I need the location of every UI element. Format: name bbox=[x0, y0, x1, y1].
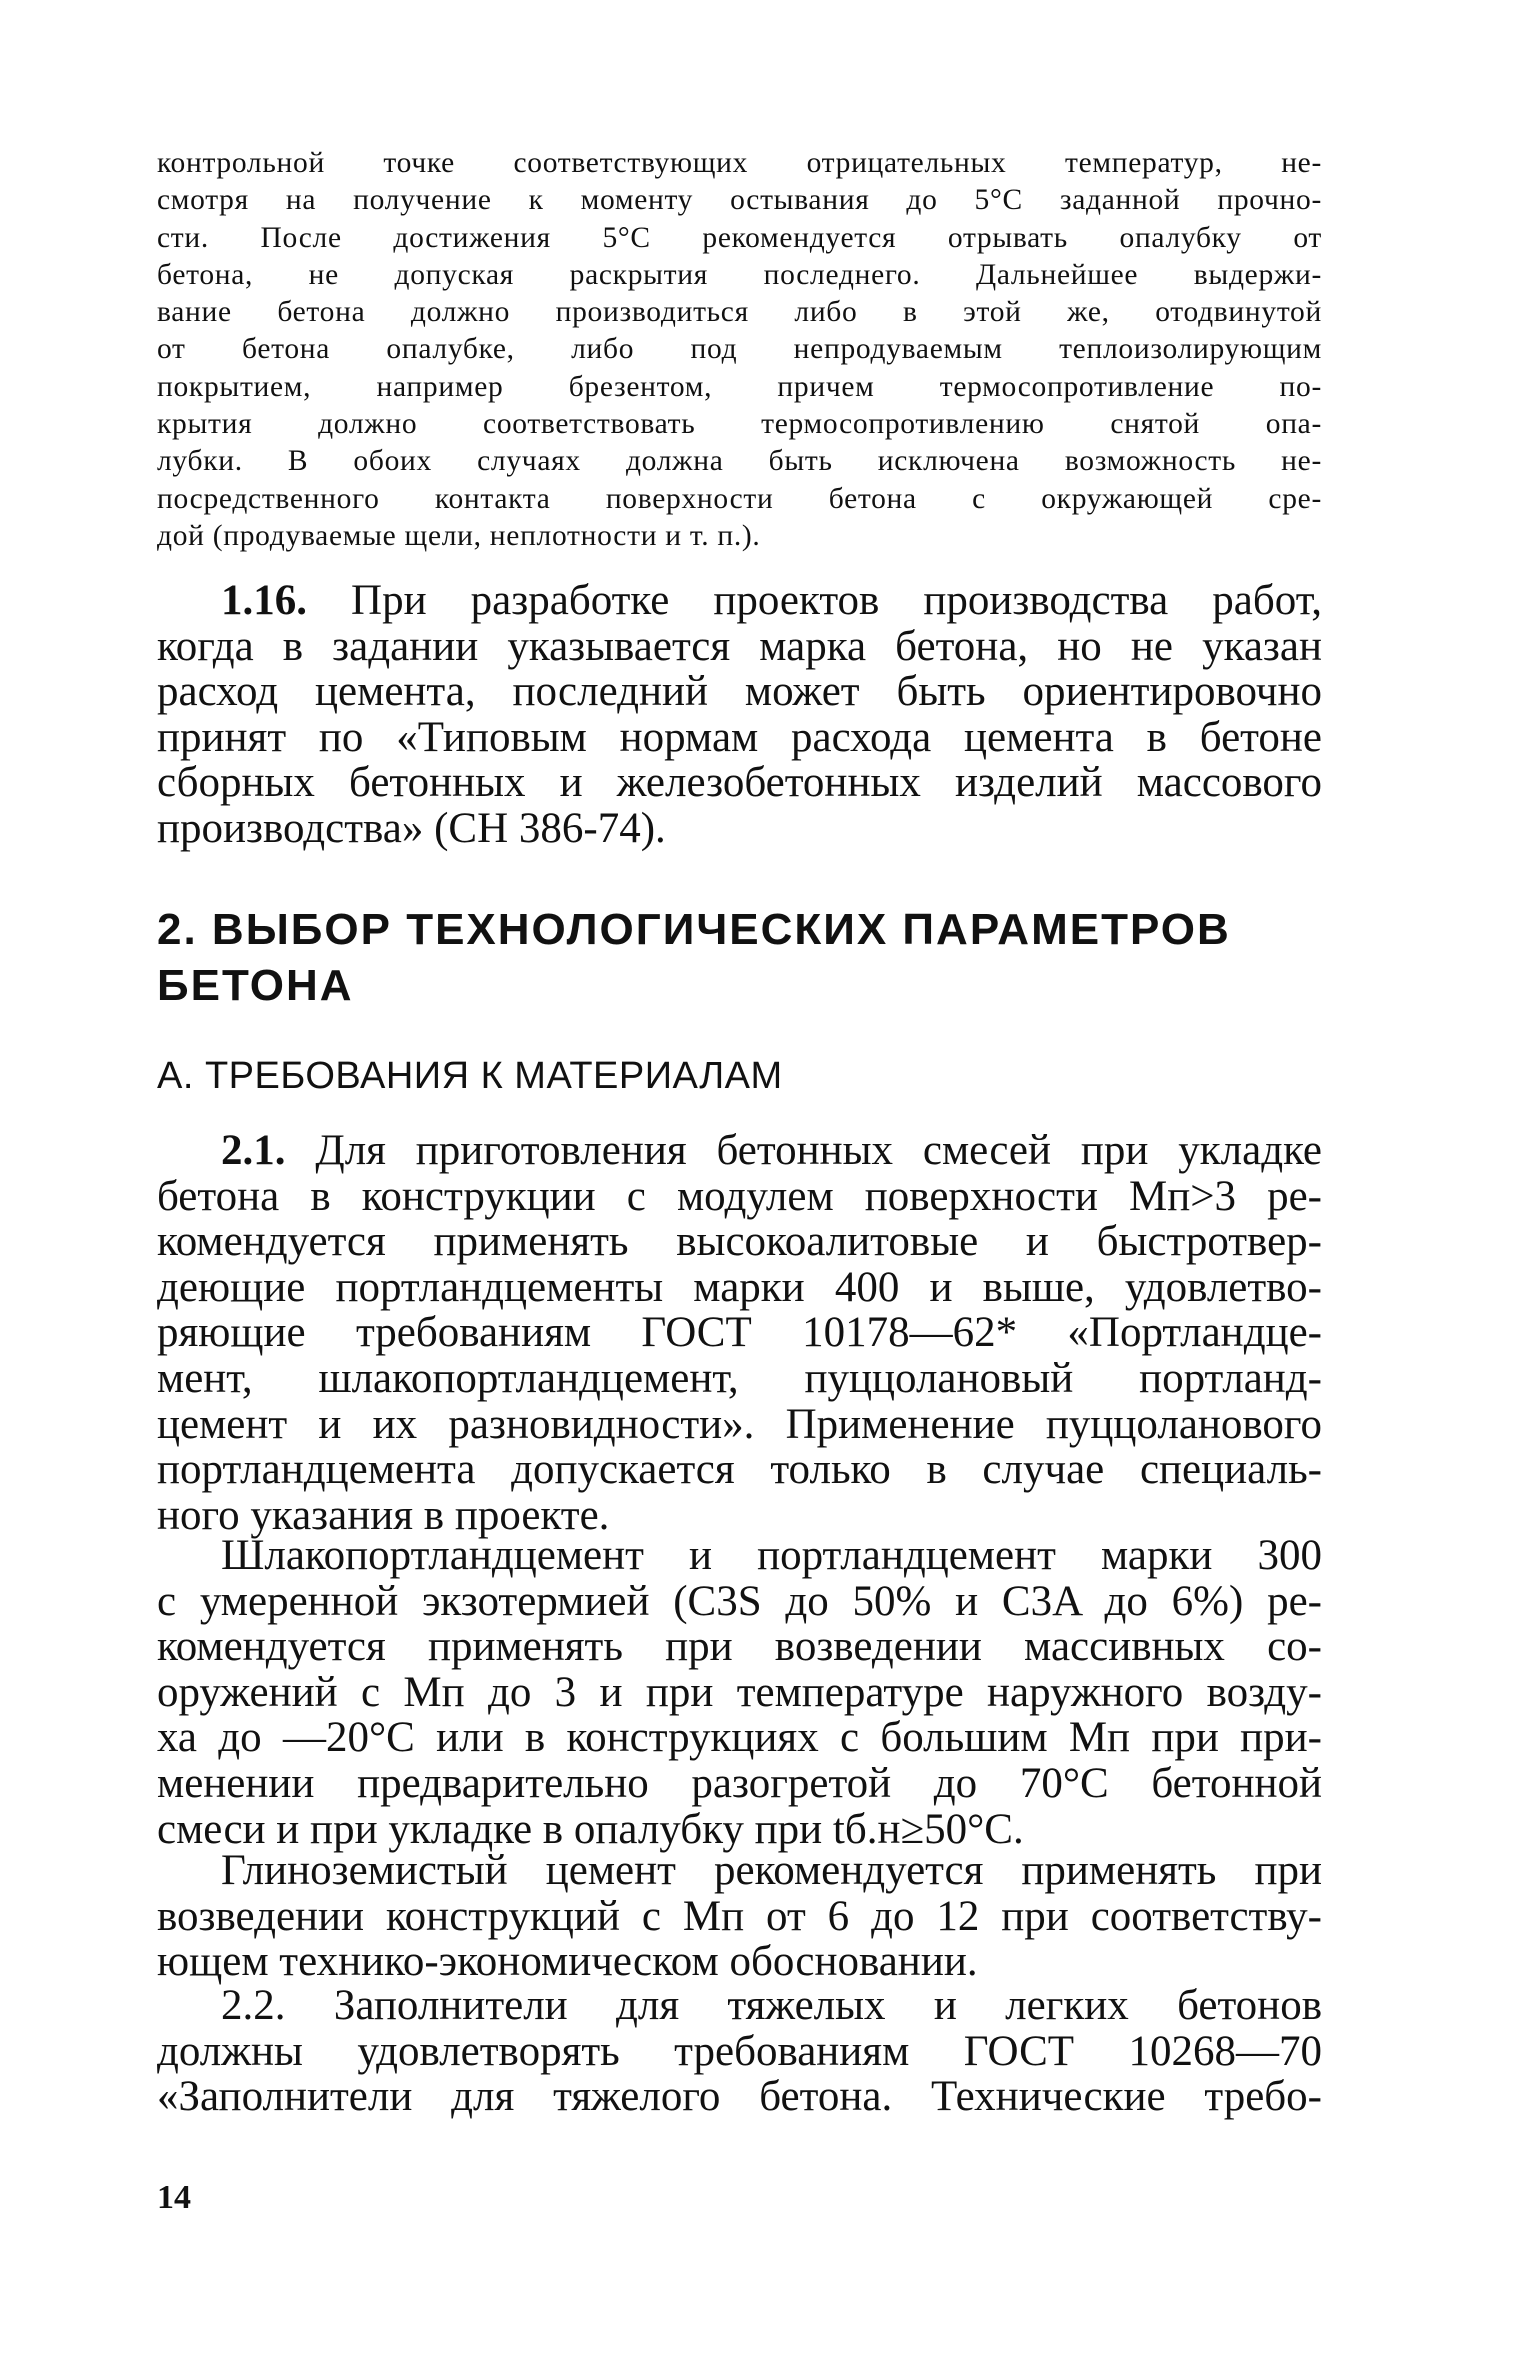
text-line: Шлакопортландцемент и портландцемент марки 300 bbox=[221, 1532, 1322, 1579]
text-line: сборных бетонных и железобетонных изделий массового bbox=[157, 759, 1322, 807]
text-line: от бетона опалубке, либо под непродуваемым теплоизолирующим bbox=[157, 333, 1322, 366]
text-line: деющие портландцементы марки 400 и выше, удовлетво- bbox=[157, 1263, 1322, 1311]
section-title-line-2: БЕТОНА bbox=[157, 961, 354, 1010]
text-line: менении предварительно разогретой до 70°С бетонной bbox=[157, 1759, 1322, 1807]
paragraph-alumina-cement bbox=[157, 1848, 1322, 1985]
text-fragment: При разработке проектов производства работ, bbox=[351, 577, 1322, 624]
text-line: производства» (СН 386-74). bbox=[157, 804, 666, 852]
text-line: посредственного контакта поверхности бетона с окружающей сре- bbox=[157, 482, 1322, 515]
text-line: когда в задании указывается марка бетона, но не указан bbox=[157, 622, 1322, 670]
text-line: ющем технико-экономическом обосновании. bbox=[157, 1938, 978, 1986]
text-line bbox=[157, 1983, 1322, 2029]
page-number: 14 bbox=[157, 2179, 191, 2216]
text-line: крытия должно соответствовать термосопротивлению снятой опа- bbox=[157, 408, 1322, 441]
text-line: дой (продуваемые щели, неплотности и т. п.). bbox=[157, 519, 761, 552]
item-number: 1.16. bbox=[221, 577, 307, 624]
text-line: сти. После достижения 5°С рекомендуется отрывать опалубку от bbox=[157, 221, 1322, 254]
text-line: ха до —20°С или в конструкциях с большим Мп при при- bbox=[157, 1714, 1322, 1762]
text-line: портландцемента допускается только в случае специаль- bbox=[157, 1446, 1322, 1494]
text-line: возведении конструкций с Мп от 6 до 12 при соответству- bbox=[157, 1892, 1322, 1940]
text-line: ного указания в проекте. bbox=[157, 1491, 610, 1539]
text-fragment: Заполнители для тяжелых и легких бетонов bbox=[333, 1982, 1323, 2029]
item-1-16 bbox=[157, 578, 1322, 852]
text-line: принят по «Типовым нормам расхода цемента в бетоне bbox=[157, 713, 1322, 761]
text-line: расход цемента, последний может быть ориентировочно bbox=[157, 668, 1322, 716]
intro-paragraph bbox=[157, 145, 1322, 555]
paragraph-slag-cement bbox=[157, 1533, 1322, 1852]
text-line: ряющие требованиям ГОСТ 10178—62* «Портландце- bbox=[157, 1309, 1322, 1357]
subsection-title: А. ТРЕБОВАНИЯ К МАТЕРИАЛАМ bbox=[157, 1055, 783, 1097]
text-line: покрытием, например брезентом, причем термосопротивление по- bbox=[157, 370, 1322, 403]
text-line bbox=[157, 1128, 1322, 1174]
text-line: смеси и при укладке в опалубку при tб.н≥50°С. bbox=[157, 1805, 1024, 1853]
item-number: 2.2. bbox=[221, 1982, 286, 2029]
text-line: комендуется применять при возведении массивных со- bbox=[157, 1623, 1322, 1671]
text-line: Глиноземистый цемент рекомендуется применять при bbox=[221, 1847, 1322, 1894]
text-fragment: Для приготовления бетонных смесей при укладке bbox=[315, 1127, 1322, 1174]
text-line: должны удовлетворять требованиям ГОСТ 10268—70 bbox=[157, 2027, 1322, 2075]
text-line: цемент и их разновидности». Применение пуццоланового bbox=[157, 1400, 1322, 1448]
text-line: комендуется применять высокоалитовые и быстротвер- bbox=[157, 1218, 1322, 1266]
section-title-line-1: 2. ВЫБОР ТЕХНОЛОГИЧЕСКИХ ПАРАМЕТРОВ bbox=[157, 905, 1231, 954]
text-line: бетона, не допуская раскрытия последнего. Дальнейшее выдержи- bbox=[157, 258, 1322, 291]
text-line: оружений с Мп до 3 и при температуре наружного возду- bbox=[157, 1668, 1322, 1716]
text-line: с умеренной экзотермией (C3S до 50% и C3A до 6%) ре- bbox=[157, 1577, 1322, 1625]
item-2-2 bbox=[157, 1983, 1322, 2120]
item-2-1 bbox=[157, 1128, 1322, 1538]
text-line: контрольной точке соответствующих отрицательных температур, не- bbox=[157, 147, 1322, 179]
text-line: бетона в конструкции с модулем поверхности Мп>3 ре- bbox=[157, 1172, 1322, 1220]
text-line bbox=[157, 578, 1322, 624]
text-line: вание бетона должно производиться либо в этой же, отодвинутой bbox=[157, 296, 1322, 329]
text-line: смотря на получение к моменту остывания до 5°С заданной прочно- bbox=[157, 184, 1322, 217]
item-number: 2.1. bbox=[221, 1127, 286, 1174]
text-line: лубки. В обоих случаях должна быть исключена возможность не- bbox=[157, 445, 1322, 478]
text-line: «Заполнители для тяжелого бетона. Технические требо- bbox=[157, 2073, 1322, 2121]
text-line: мент, шлакопортландцемент, пуццолановый портланд- bbox=[157, 1354, 1322, 1402]
